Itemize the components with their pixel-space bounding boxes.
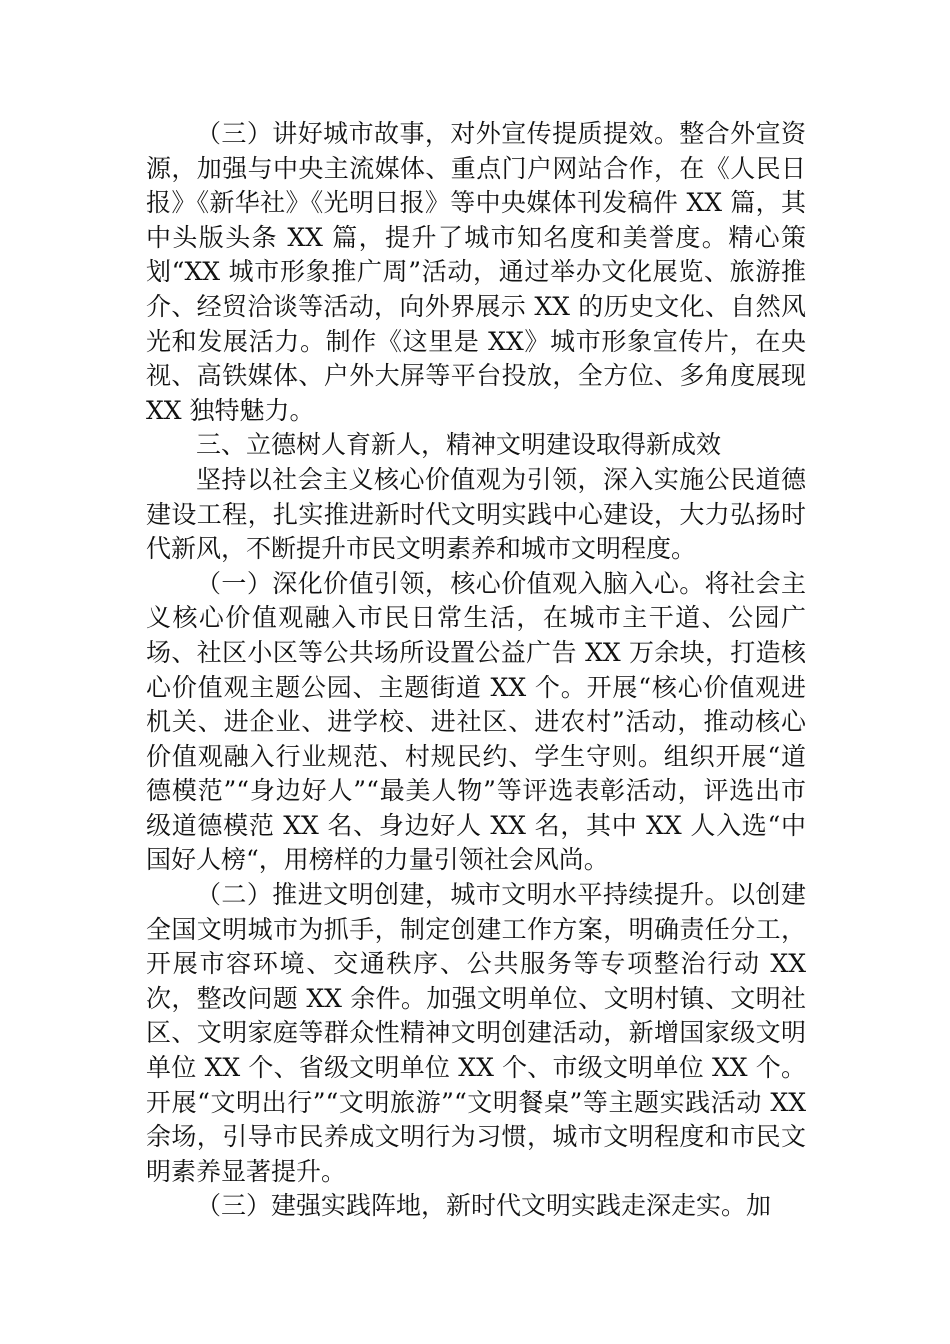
- paragraph-external-publicity: （三）讲好城市故事，对外宣传提质提效。整合外宣资源，加强与中央主流媒体、重点门户网站合作，在《人民日报》《新华社》《光明日报》等中央媒体刊发稿件 XX 篇，其中头版头条 XX 篇，提升了城市知名度和美誉度。精心策划“XX 城市形象推广周”活动，通过举办文化展览、旅游推介、经贸洽谈等活动，向外界展示 XX 的历史文化、自然风光和发展活力。制作《这里是 XX》城市形象宣传片，在央视、高铁媒体、户外大屏等平台投放，全方位、多角度展现 XX 独特魅力。: [146, 119, 806, 425]
- document-body: [146, 117, 806, 1224]
- paragraph-practice-base: （三）建强实践阵地，新时代文明实践走深走实。加: [196, 1191, 772, 1221]
- section-heading-3: 三、立德树人育新人，精神文明建设取得新成效: [196, 430, 722, 460]
- paragraph-civilization-creation: （二）推进文明创建，城市文明水平持续提升。以创建全国文明城市为抓手，制定创建工作方案，明确责任分工，开展市容环境、交通秩序、公共服务等专项整治行动 XX 次，整改问题 XX 余件。加强文明单位、文明村镇、文明社区、文明家庭等群众性精神文明创建活动，新增国家级文明单位 XX 个、省级文明单位 XX 个、市级文明单位 XX 个。开展“文明出行”“文明旅游”“文明餐桌”等主题实践活动 XX 余场，引导市民养成文明行为习惯，城市文明程度和市民文明素养显著提升。: [146, 880, 806, 1186]
- paragraph-value-guidance: （一）深化价值引领，核心价值观入脑入心。将社会主义核心价值观融入市民日常生活，在城市主干道、公园广场、社区小区等公共场所设置公益广告 XX 万余块，打造核心价值观主题公园、主题街道 XX 个。开展“核心价值观进机关、进企业、进学校、进社区、进农村”活动，推动核心价值观融入行业规范、村规民约、学生守则。组织开展“道德模范”“身边好人”“最美人物”等评选表彰活动，评选出市级道德模范 XX 名、身边好人 XX 名，其中 XX 人入选“中国好人榜“，用榜样的力量引领社会风尚。: [146, 568, 806, 875]
- paragraph-section-intro: 坚持以社会主义核心价值观为引领，深入实施公民道德建设工程，扎实推进新时代文明实践中心建设，大力弘扬时代新风，不断提升市民文明素养和城市文明程度。: [146, 464, 806, 564]
